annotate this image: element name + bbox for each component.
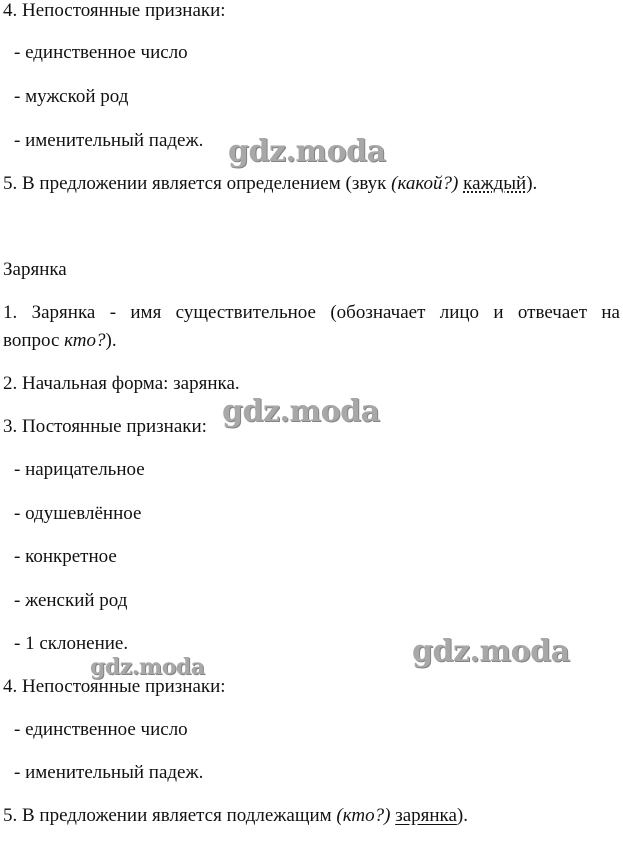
section2-item3-list-2: - одушевлённое [14,503,142,524]
section2-item3-list-3: - конкретное [14,546,117,567]
section2-item1-line2-prefix: вопрос [3,330,65,351]
section1-item5 [3,173,537,195]
section2-item1-line2 [3,330,117,352]
section1-item4-title: 4. Непостоянные признаки: [3,0,226,21]
section2-item5-word: зарянка [395,805,457,826]
section2-item3-list-5: - 1 склонение. [14,633,129,654]
section1-list-item-2: - мужской род [14,86,129,107]
section2-item1-line2-suffix: ). [105,330,117,351]
section2-item4-title: 4. Непостоянные признаки: [3,676,226,697]
section1-list-item-1: - единственное число [14,42,188,63]
watermark-1: gdz.moda [228,134,386,169]
section2-item2: 2. Начальная форма: зарянка. [3,373,240,394]
section1-item5-suffix: ). [526,173,538,194]
section1-item5-question: (какой?) [391,173,459,194]
section2-item1-question: кто? [64,330,106,351]
section2-item1-line1: 1. Зарянка - имя существительное (обозначает лицо и отвечает на [3,302,620,323]
watermark-2: gdz.moda [222,394,380,429]
section2-item5-question: (кто?) [336,805,391,826]
watermark-3: gdz.moda [412,634,570,669]
section2-item4-list-2: - именительный падеж. [14,762,204,783]
section2-heading: Зарянка [3,259,67,280]
watermark-4: gdz.moda [90,654,205,680]
section2-item3-list-1: - нарицательное [14,459,145,480]
section2-item5-prefix: 5. В предложении является подлежащим [3,805,337,826]
section1-list-item-3: - именительный падеж. [14,130,204,151]
section2-item5 [3,805,468,827]
section1-item5-word: каждый [463,173,527,194]
section2-item3-title: 3. Постоянные признаки: [3,416,207,437]
section1-item5-prefix: 5. В предложении является определением (звук [3,173,392,194]
section2-item3-list-4: - женский род [14,590,128,611]
section2-item4-list-1: - единственное число [14,719,188,740]
section2-item5-suffix: ). [456,805,468,826]
